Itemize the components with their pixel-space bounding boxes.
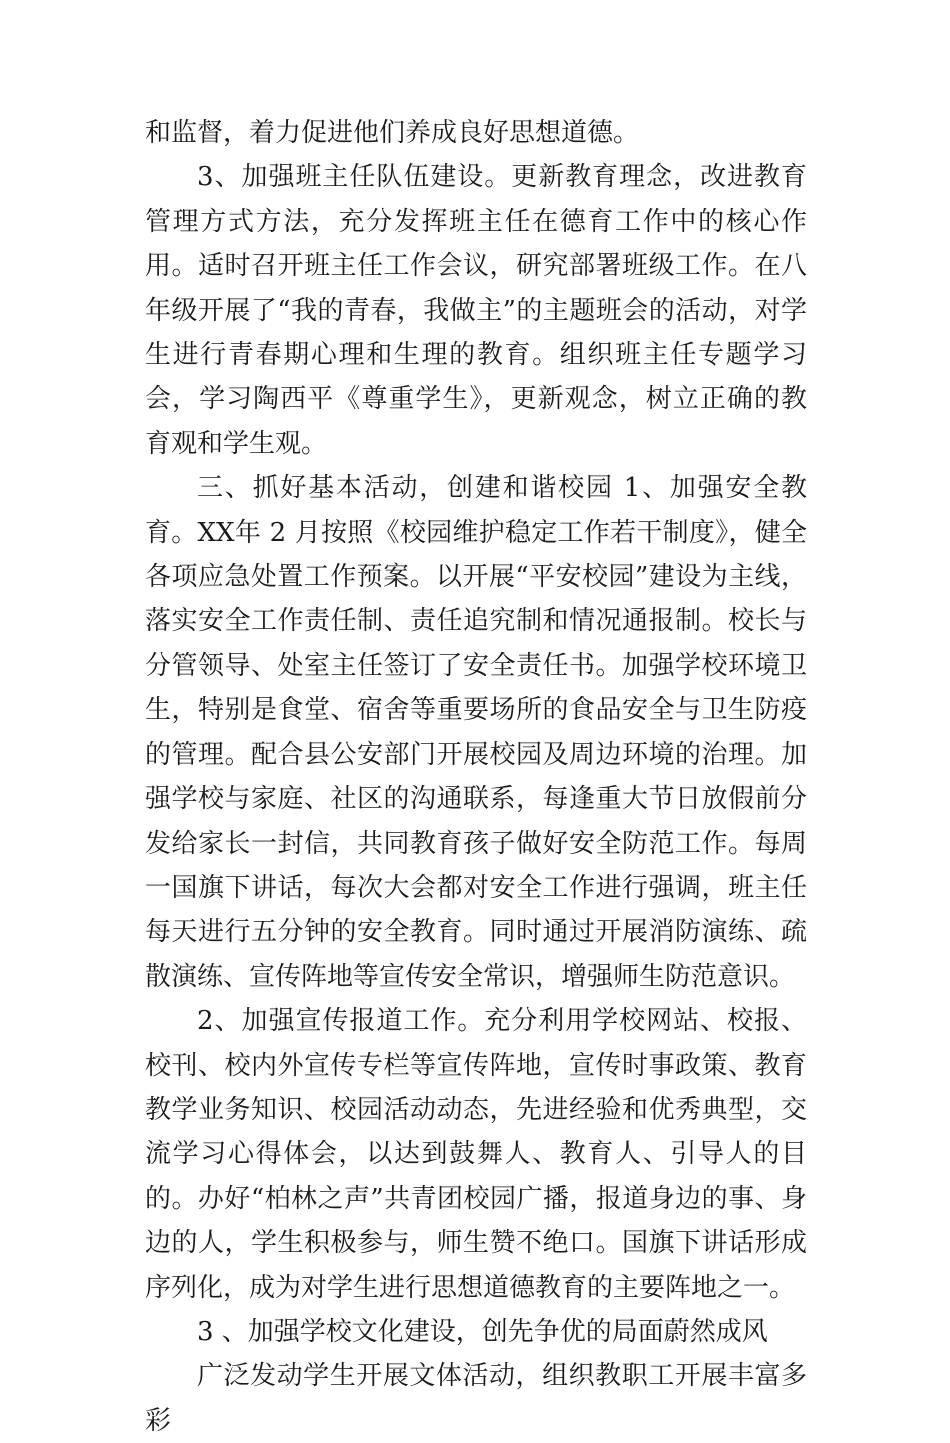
paragraph-5-heading: 3 、加强学校文化建设，创先争优的局面蔚然成风 [197,1316,768,1347]
document-page [145,111,807,1443]
paragraph-2: 3、加强班主任队伍建设。更新教育理念，改进教育管理方式方法，充分发挥班主任在德育工作中的核心作用。适时召开班主任工作会议，研究部署班级工作。在八年级开展了“我的青春，我做主”的主题班会的活动，对学生进行青春期心理和生理的教育。组织班主任专题学习会，学习陶西平《尊重学生》，更新观念，树立正确的教育观和学生观。 [145,162,807,459]
paragraph-6: 广泛发动学生开展文体活动，组织教职工开展丰富多彩 [145,1361,807,1436]
paragraph-3: 三、抓好基本活动，创建和谐校园 1、加强安全教育。XX年 2 月按照《校园维护稳定工作若干制度》，健全各项应急处置工作预案。以开展“平安校园”建设为主线，落实安全工作责任制、责任追究制和情况通报制。校长与分管领导、处室主任签订了安全责任书。加强学校环境卫生，特别是食堂、宿舍等重要场所的食品安全与卫生防疫的管理。配合县公安部门开展校园及周边环境的治理。加强学校与家庭、社区的沟通联系，每逢重大节日放假前分发给家长一封信，共同教育孩子做好安全防范工作。每周一国旗下讲话，每次大会都对安全工作进行强调，班主任每天进行五分钟的安全教育。同时通过开展消防演练、疏散演练、宣传阵地等宣传安全常识，增强师生防范意识。 [145,473,807,992]
paragraph-4: 2、加强宣传报道工作。充分利用学校网站、校报、校刊、校内外宣传专栏等宣传阵地，宣传时事政策、教育教学业务知识、校园活动动态，先进经验和优秀典型，交流学习心得体会，以达到鼓舞人、教育人、引导人的目的。办好“柏林之声”共青团校园广播，报道身边的事、身边的人，学生积极参与，师生赞不绝口。国旗下讲话形成序列化，成为对学生进行思想道德教育的主要阵地之一。 [145,1006,807,1303]
paragraph-1: 和监督，着力促进他们养成良好思想道德。 [145,118,640,148]
